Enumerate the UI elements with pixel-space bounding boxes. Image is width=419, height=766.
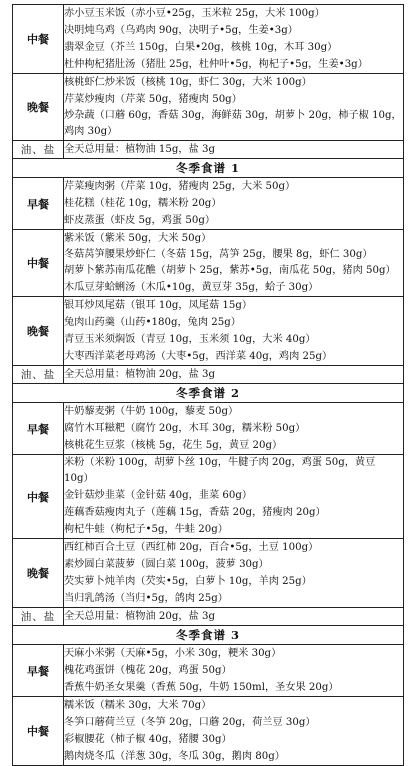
dish-line: 芹菜瘦肉粥（芹菜 10g，猪瘦肉 25g，大米 50g）: [64, 181, 296, 192]
dish-line: 香蕉牛奶圣女果羹（香蕉 50g，牛奶 150ml，圣女果 20g）: [64, 682, 339, 693]
meal-row: [13, 697, 404, 766]
meal-label: 中餐: [13, 230, 64, 297]
meal-label: 油、盐: [13, 366, 64, 384]
season-title-row: [13, 159, 404, 178]
dish-line: 银耳炒凤尾菇（银耳 10g，凤尾菇 15g）: [64, 300, 253, 311]
meal-label: 中餐: [13, 697, 64, 766]
oil-salt-row: [13, 366, 404, 384]
dish-list: [64, 178, 404, 230]
dish-list: [64, 645, 404, 697]
dish-list: [64, 366, 404, 384]
dish-list: [64, 697, 404, 766]
dish-list: [64, 403, 404, 455]
dish-line: 彩椒腰花（柿子椒 40g，猪腰 30g）: [64, 734, 232, 745]
dish-line: 芹菜炒瘦肉（芹菜 50g，猪瘦肉 50g）: [64, 94, 242, 105]
dish-line: 西红柿百合土豆（西红柿 20g，百合•5g，土豆 100g）: [64, 542, 319, 553]
seasonal-menu-table: [12, 4, 404, 766]
meal-label: 早餐: [13, 403, 64, 455]
dish-line: 核桃花生豆浆（核桃 5g，花生 5g，黄豆 20g）: [64, 440, 283, 451]
meal-label: 晚餐: [13, 74, 64, 141]
dish-line: 糯米饭（糯米 30g，大米 70g）: [64, 700, 212, 711]
dish-list: [64, 297, 404, 366]
meal-row: [13, 539, 404, 608]
dish-line: 腐竹木耳糍粑（腐竹 20g，木耳 30g，糯米粉 50g）: [64, 423, 306, 434]
dish-line: 全天总用量：植物油 20g，盐 3g: [64, 611, 216, 622]
meal-row: [13, 455, 404, 539]
dish-line: 米粉（米粉 100g，胡萝卜丝 10g，牛腱子肉 20g，鸡蛋 50g，黄豆 10g）: [64, 457, 376, 484]
season-title: 冬季食谱 2: [13, 384, 404, 403]
dish-list: [64, 230, 404, 297]
dish-line: 槐花鸡蛋饼（槐花 20g，鸡蛋 50g）: [64, 665, 232, 676]
dish-list: [64, 74, 404, 141]
dish-line: 金针菇炒韭菜（金针菇 40g，韭菜 60g）: [64, 490, 253, 501]
meal-label: 油、盐: [13, 608, 64, 626]
meal-row: [13, 297, 404, 366]
meal-label: 晚餐: [13, 297, 64, 366]
dish-list: [64, 5, 404, 74]
meal-label: 早餐: [13, 178, 64, 230]
dish-line: 桂花糕（桂花 10g，糯米粉 20g）: [64, 198, 222, 209]
dish-list: [64, 141, 404, 159]
dish-line: 兔肉山药羹（山药•180g，兔肉 25g）: [64, 317, 241, 328]
dish-line: 素炒圆白菜菠萝（圆白菜 100g，菠萝 30g）: [64, 559, 269, 570]
dish-list: [64, 539, 404, 608]
meal-row: [13, 645, 404, 697]
dish-line: 天麻小米粥（天麻•5g，小米 30g，粳米 30g）: [64, 648, 282, 659]
dish-line: 决明炖乌鸡（乌鸡肉 90g，决明子•5g，生姜•3g）: [64, 25, 298, 36]
meal-row: [13, 230, 404, 297]
season-title: 冬季食谱 3: [13, 626, 404, 645]
dish-line: 赤小豆玉米饭（赤小豆•25g，玉米粒 25g，大米 100g）: [64, 8, 325, 19]
dish-line: 青豆玉米须焖饭（青豆 10g，玉米须 10g，大米 40g）: [64, 334, 316, 345]
dish-line: 大枣西洋菜老母鸡汤（大枣•5g，西洋菜 40g，鸡肉 25g）: [64, 351, 333, 362]
dish-list: [64, 608, 404, 626]
dish-line: 芡实萝卜炖羊肉（芡实•5g，白萝卜 10g，羊肉 25g）: [64, 576, 312, 587]
meal-label: 早餐: [13, 645, 64, 697]
dish-line: 核桃虾仁炒米饭（核桃 10g，虾仁 30g，大米 100g）: [64, 77, 312, 88]
season-title: 冬季食谱 1: [13, 159, 404, 178]
meal-row: [13, 178, 404, 230]
dish-line: 翡翠金豆（芥兰 150g，白果•20g，核桃 10g，木耳 30g）: [64, 42, 338, 53]
dish-line: 木瓜豆芽蛤蜊汤（木瓜•10g，黄豆芽 35g，蛤子 30g）: [64, 282, 319, 293]
dish-line: 紫米饭（紫米 50g，大米 50g）: [64, 233, 212, 244]
dish-list: [64, 455, 404, 539]
oil-salt-row: [13, 141, 404, 159]
dish-line: 胡萝卜紫苏南瓜花醮（胡萝卜 25g，紫苏•5g，南瓜花 50g，猪肉 50g）: [64, 265, 396, 276]
dish-line: 全天总用量：植物油 20g，盐 3g: [64, 369, 216, 380]
meal-label: 中餐: [13, 5, 64, 74]
meal-label: 晚餐: [13, 539, 64, 608]
dish-line: 虾皮蒸蛋（虾皮 5g，鸡蛋 50g）: [64, 215, 216, 226]
dish-line: 冬笋口蘑荷兰豆（冬笋 20g，口蘑 20g，荷兰豆 30g）: [64, 717, 316, 728]
dish-line: 牛奶藜麦粥（牛奶 100g，藜麦 50g）: [64, 406, 239, 417]
season-title-row: [13, 384, 404, 403]
dish-line: 冬菇莴笋腰果炒虾仁（冬菇 15g，莴笋 25g，腰果 8g，虾仁 30g）: [64, 249, 373, 260]
season-title-row: [13, 626, 404, 645]
dish-line: 全天总用量：植物油 15g，盐 3g: [64, 144, 216, 155]
oil-salt-row: [13, 608, 404, 626]
dish-line: 鹅肉烧冬瓜（洋葱 30g，冬瓜 30g，鹅肉 80g）: [64, 751, 285, 762]
meal-label: 中餐: [13, 455, 64, 539]
meal-row: [13, 74, 404, 141]
meal-row: [13, 403, 404, 455]
dish-line: 杜仲枸杞猪肚汤（猪肚 25g，杜仲叶•5g，枸杞子•5g，生姜•3g）: [64, 59, 368, 70]
dish-line: 炒杂蔬（口蘑 60g，香菇 30g，海鲜菇 30g，胡萝卜 20g，柿子椒 10g，鸡肉 30g）: [64, 110, 402, 137]
meal-row: [13, 5, 404, 74]
meal-label: 油、盐: [13, 141, 64, 159]
dish-line: 当归乳鸽汤（当归•5g，鸽肉 25g）: [64, 593, 228, 604]
menu-table-body: [13, 5, 404, 766]
dish-line: 莲藕香菇瘦肉丸子（莲藕 15g，香菇 20g，猪瘦肉 20g）: [64, 507, 326, 518]
dish-line: 枸杞牛蛙（枸杞子•5g，牛蛙 20g）: [64, 524, 228, 535]
